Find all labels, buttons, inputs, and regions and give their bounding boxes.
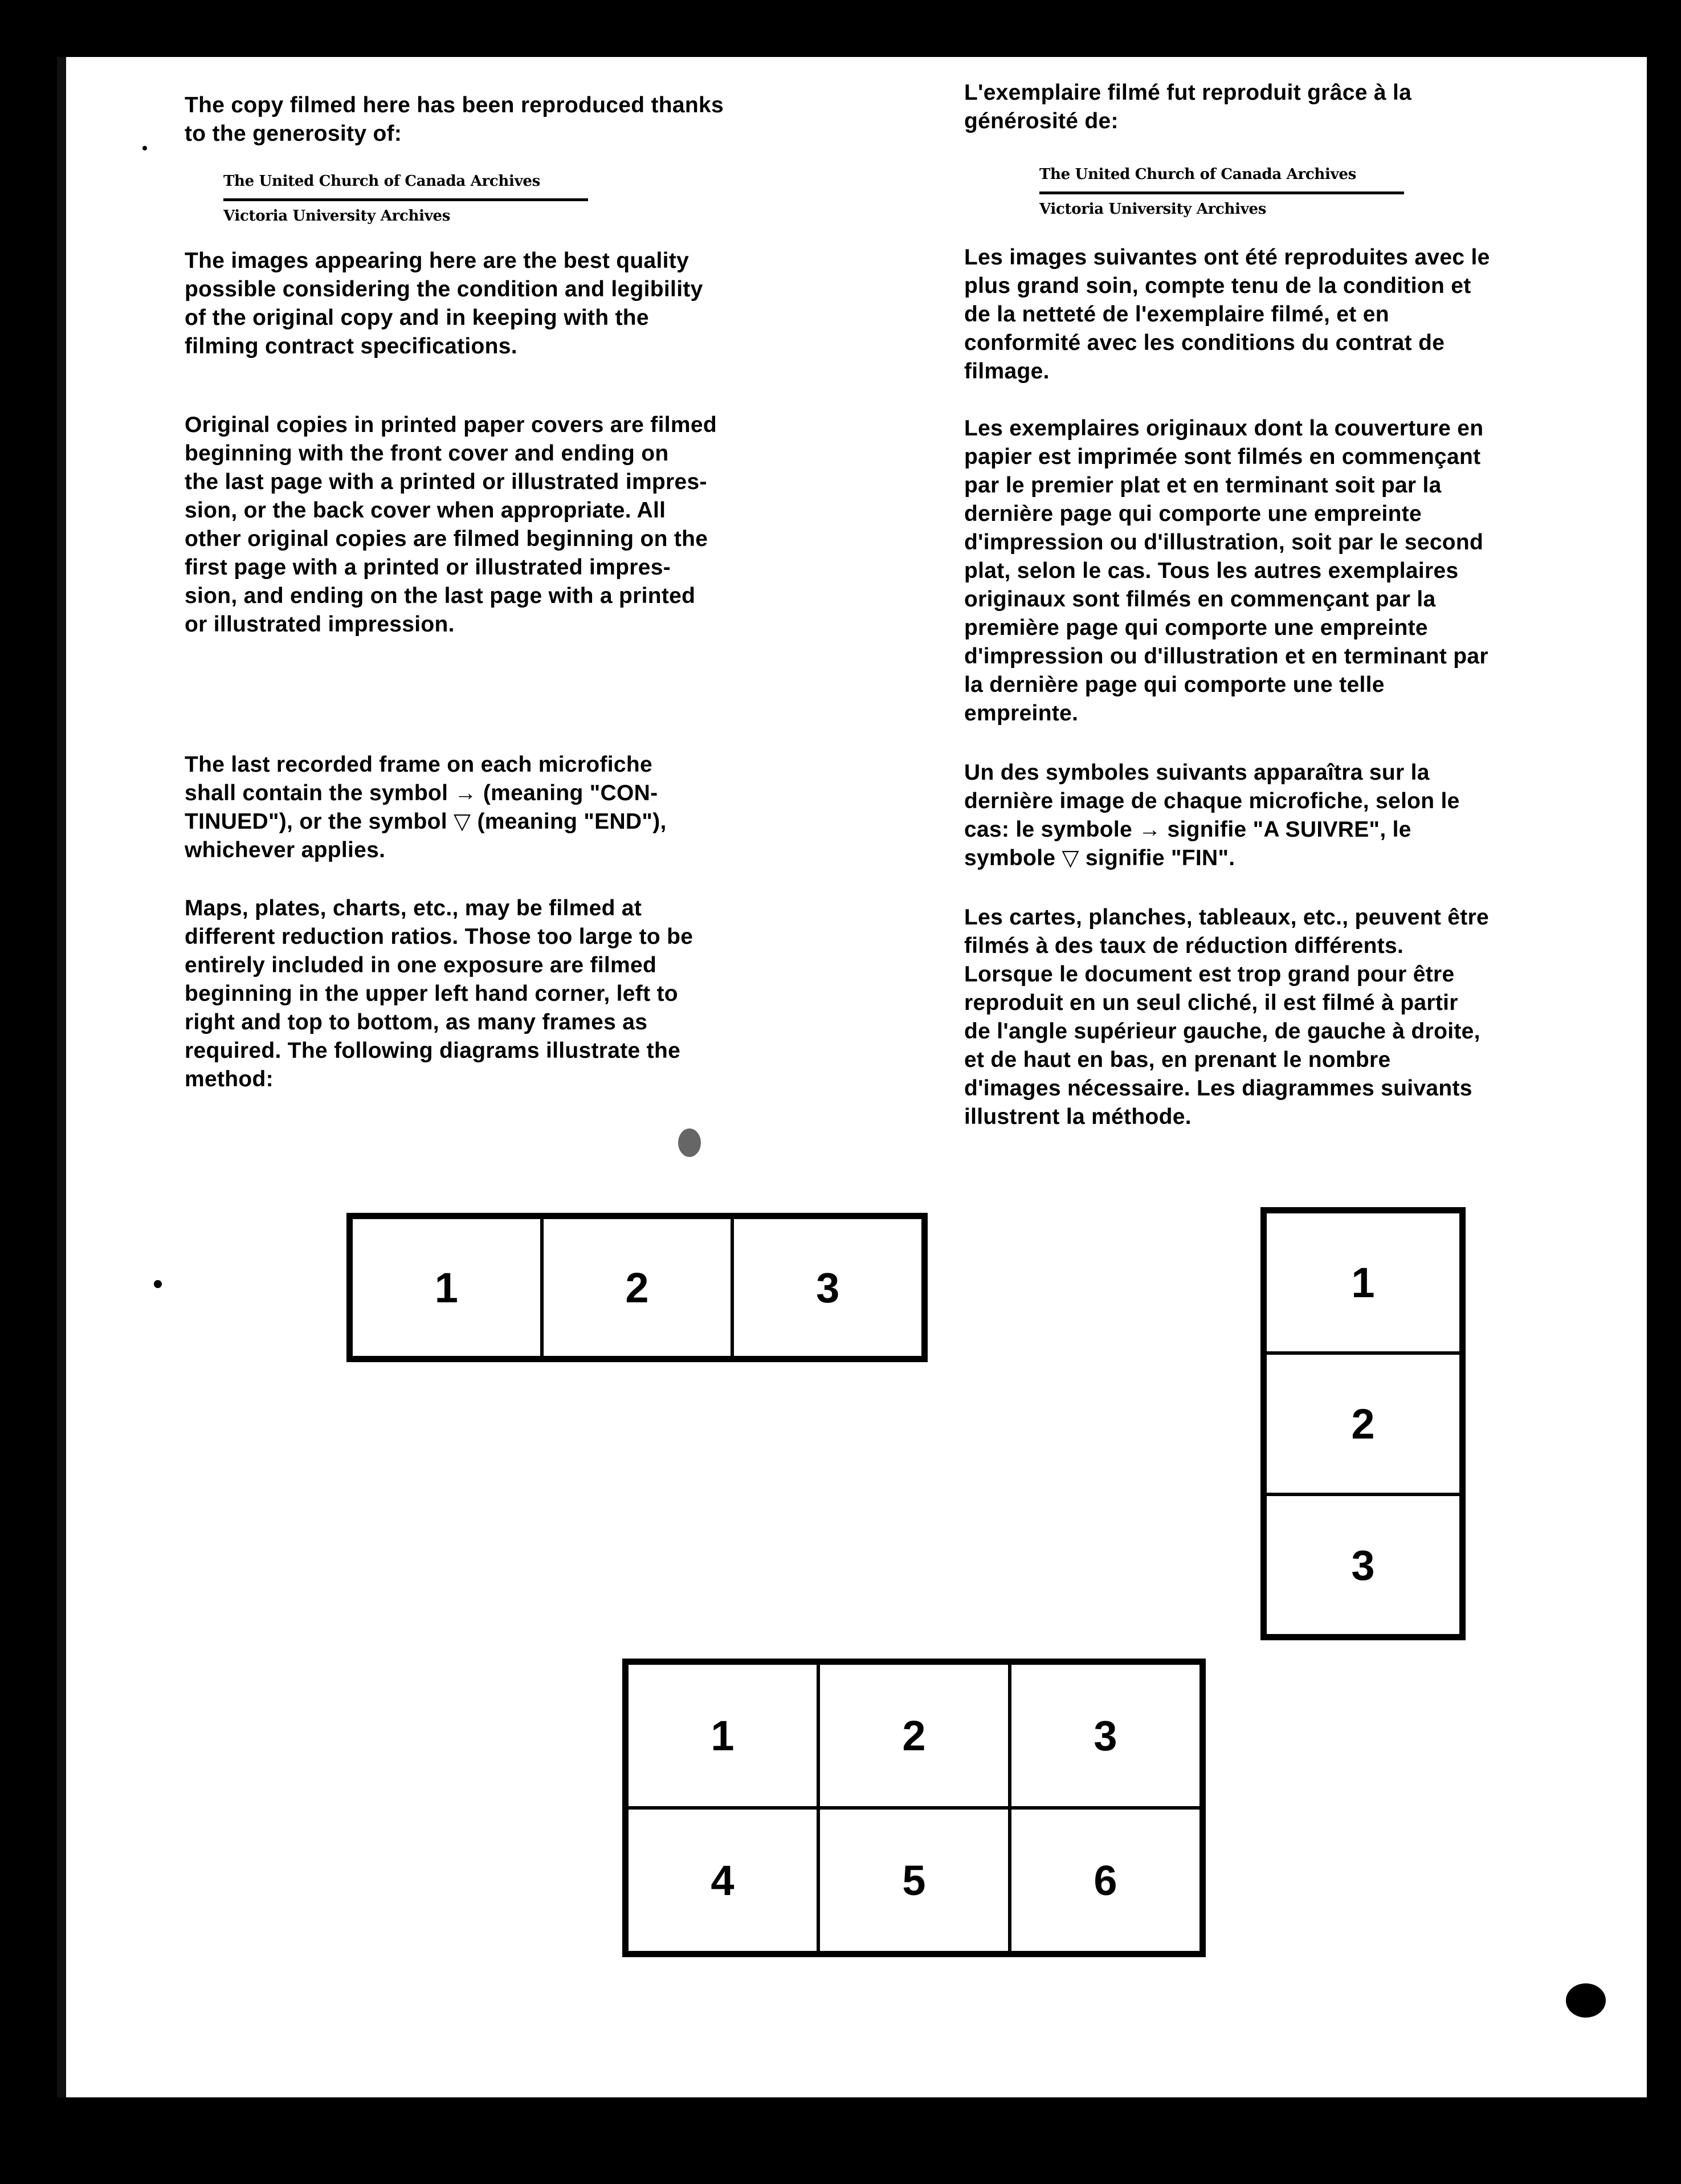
- credit-rule: [1039, 191, 1404, 194]
- scan-speck: [142, 146, 147, 150]
- film-edge-strip: [57, 57, 66, 2097]
- frame-cell: 3: [1265, 1494, 1461, 1636]
- english-symbol-paragraph: The last recorded frame on each microfiche shall contain the symbol → (meaning "CON- TINUED"), or the symbol ▽ (meaning "END"), whichever applies.: [185, 752, 667, 862]
- frame-cell: 2: [1265, 1353, 1461, 1494]
- english-intro: The copy filmed here has been reproduced thanks to the generosity of:: [185, 93, 724, 146]
- french-credit-1: The United Church of Canada Archives: [1039, 166, 1356, 183]
- frame-cell: 1: [351, 1217, 542, 1358]
- english-maps-paragraph: Maps, plates, charts, etc., may be filmed at different reduction ratios. Those too large to be entirely included in one exposure are filmed beginning in the upper left hand corner, left to right and top to bottom, as many frames as required. The following diagrams illustrate the method:: [185, 896, 693, 1091]
- french-maps-paragraph: Les cartes, planches, tableaux, etc., peuvent être filmés à des taux de réduction différents. Lorsque le document est trop grand pour être reproduit en un seul cliché, il est filmé à partir de l'angle supérieur gauche, de gauche à droite, et de haut en bas, en prenant le nombre d'images nécessaire. Les diagrammes suivants illustrent la méthode.: [964, 905, 1490, 1129]
- french-quality-paragraph: Les images suivantes ont été reproduites avec le plus grand soin, compte tenu de la condition et de la netteté de l'exemplaire filmé, et en conformité avec les conditions du contrat de filmage.: [964, 245, 1490, 384]
- french-symbol-paragraph: Un des symboles suivants apparaîtra sur la dernière image de chaque microfiche, selon le cas: le symbole → signifie "A SUIVRE", le symbole ▽ signifie "FIN".: [964, 760, 1460, 870]
- credit-rule: [223, 198, 588, 201]
- english-credit-1: The United Church of Canada Archives: [223, 173, 540, 190]
- french-covers-paragraph: Les exemplaires originaux dont la couverture en papier est imprimée sont filmés en commençant par le premier plat et en terminant soit par la dernière page qui comporte une empreinte d'impression ou d'illustration, soit par le second plat, selon le cas. Tous les autres exemplaires originaux sont filmés en commençant par la première page qui comporte une empreinte d'impression ou d'illustration et en terminant par la dernière page qui comporte une telle empreinte.: [964, 416, 1488, 726]
- horizontal-frame-diagram: [346, 1213, 928, 1362]
- frame-cell: 5: [818, 1808, 1010, 1953]
- french-credit-2: Victoria University Archives: [1039, 201, 1267, 218]
- english-quality-paragraph: The images appearing here are the best quality possible considering the condition and legibility of the original copy and in keeping with the filming contract specifications.: [185, 248, 703, 358]
- french-credit-block: [1039, 165, 1404, 218]
- frame-cell: 6: [1010, 1808, 1201, 1953]
- scan-speck: [1566, 1983, 1606, 2018]
- english-column: [185, 91, 897, 1094]
- french-column: [964, 79, 1602, 1131]
- frame-cell: 1: [1265, 1212, 1461, 1353]
- frame-cell: 3: [732, 1217, 923, 1358]
- grid-frame-diagram: [622, 1659, 1206, 1957]
- frame-cell: 1: [627, 1663, 818, 1808]
- frame-cell: 2: [542, 1217, 733, 1358]
- frame-cell: 4: [627, 1808, 818, 1953]
- scan-speck: [678, 1128, 701, 1157]
- microfiche-target-page: [57, 57, 1647, 2097]
- scan-speck: [154, 1280, 162, 1288]
- vertical-frame-diagram: [1260, 1207, 1466, 1640]
- french-intro: L'exemplaire filmé fut reproduit grâce à la générosité de:: [964, 80, 1412, 133]
- english-covers-paragraph: Original copies in printed paper covers are filmed beginning with the front cover and ending on the last page with a printed or illustrated impres- sion, or the back cover when appropriate. All other original copies are filmed beginning on the first page with a printed or illustrated impres- sion, and ending on the last page with a printed or illustrated impression.: [185, 413, 717, 637]
- frame-cell: 3: [1010, 1663, 1201, 1808]
- frame-cell: 2: [818, 1663, 1010, 1808]
- english-credit-2: Victoria University Archives: [223, 207, 451, 225]
- english-credit-block: [223, 172, 588, 225]
